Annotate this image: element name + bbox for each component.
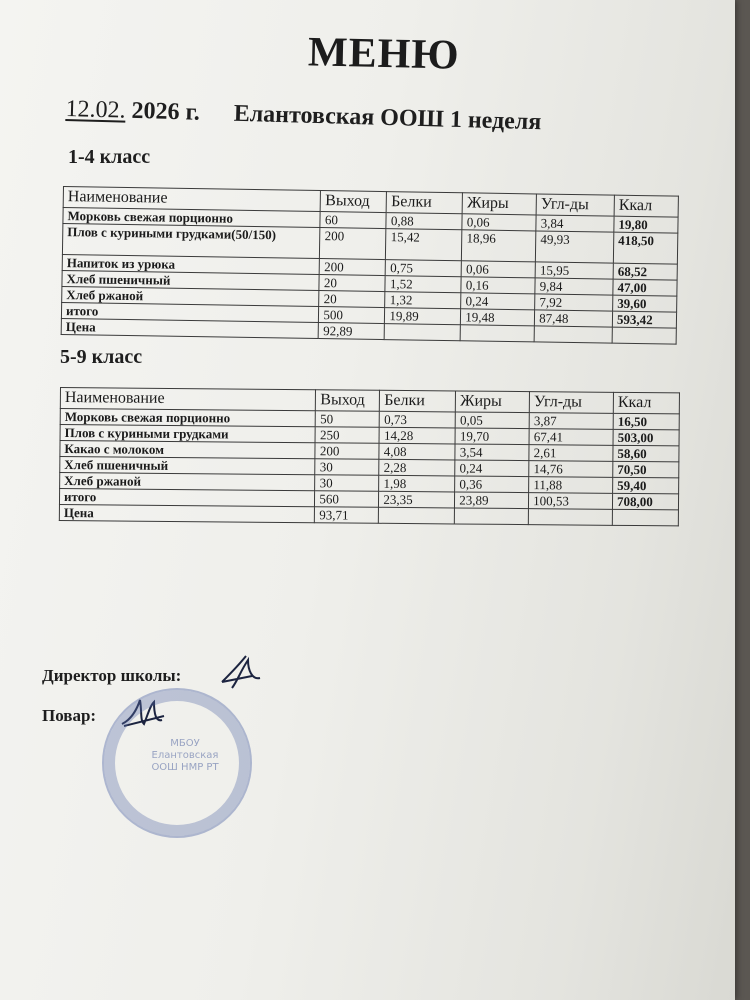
col-kcal: Ккал [614,195,678,217]
dish-fat: 0,24 [461,293,535,310]
col-name: Наименование [60,388,316,411]
dish-carbs: 15,95 [535,262,613,279]
dish-protein: 0,88 [386,213,462,230]
total-kcal: 708,00 [612,493,678,510]
total-carbs: 87,48 [535,310,613,327]
dish-carbs: 7,92 [535,294,613,311]
dish-carbs: 3,87 [529,413,613,430]
dish-output: 20 [319,275,385,292]
dish-output: 50 [316,411,380,428]
director-signature [218,652,262,694]
col-kcal: Ккал [613,392,679,414]
dish-protein: 1,52 [385,276,461,293]
col-carbs: Угл-ды [536,194,614,216]
dish-kcal: 59,40 [613,477,679,494]
col-name: Наименование [63,187,321,212]
menu-table-5-9 [59,387,680,526]
dish-fat: 18,96 [462,230,536,262]
dish-kcal: 47,00 [613,279,677,296]
dish-name: Хлеб ржаной [62,286,320,306]
dish-name: Какао с молоком [60,441,316,459]
dish-protein: 1,98 [379,475,455,492]
dish-output: 200 [315,443,379,460]
dish-name: Напиток из урюка [62,254,320,274]
total-label: итого [59,489,315,507]
col-carbs: Угл-ды [529,392,613,414]
section-label-5-9: 5-9 класс [60,346,143,368]
dish-protein: 4,08 [379,443,455,460]
dish-kcal: 16,50 [613,413,679,430]
stamp-text: МБОУ Елантовская ООШ НМР РТ [151,738,219,773]
total-protein: 23,35 [379,491,455,508]
dish-protein: 15,42 [386,229,462,261]
total-carbs: 100,53 [529,493,613,510]
price-value: 93,71 [315,507,379,524]
col-output: Выход [321,191,387,213]
dish-carbs: 67,41 [529,429,613,446]
dish-protein: 2,28 [379,459,455,476]
dish-fat: 0,16 [461,277,535,294]
dish-kcal: 58,60 [613,445,679,462]
dish-fat: 3,54 [455,444,529,461]
dish-output: 200 [320,259,386,276]
total-fat: 23,89 [455,492,529,509]
dish-name: Морковь свежая порционно [63,208,321,228]
dish-carbs: 9,84 [535,278,613,295]
col-output: Выход [316,390,380,412]
dish-name: Хлеб пшеничный [60,457,316,475]
total-fat: 19,48 [461,309,535,326]
total-output: 560 [315,491,379,508]
total-label: итого [61,302,319,322]
dish-name: Плов с куриными грудками [60,425,316,443]
price-label: Цена [61,318,319,338]
dish-kcal: 418,50 [613,232,677,264]
dish-protein: 0,75 [386,260,462,277]
dish-name: Хлеб ржаной [60,473,316,491]
dish-kcal: 39,60 [613,295,677,312]
dish-output: 20 [319,291,385,308]
dish-kcal: 503,00 [613,429,679,446]
total-kcal: 593,42 [612,311,676,328]
dish-output: 250 [315,427,379,444]
menu-year: 2026 г. [131,97,201,126]
page-title: МЕНЮ [307,29,461,79]
dish-carbs: 49,93 [536,231,614,263]
date-line [65,96,541,136]
dish-fat: 0,06 [461,261,535,278]
total-output: 500 [319,307,385,324]
dish-name: Хлеб пшеничный [62,270,320,290]
price-label: Цена [59,504,315,522]
director-label: Директор школы: [42,666,182,685]
price-value: 92,89 [319,323,385,340]
dish-fat: 0,24 [455,460,529,477]
dish-carbs: 14,76 [529,461,613,478]
dish-kcal: 19,80 [614,216,678,233]
dish-output: 30 [315,475,379,492]
dish-carbs: 2,61 [529,445,613,462]
dish-carbs: 11,88 [529,477,613,494]
menu-date: 12.02. [65,96,126,124]
col-fat: Жиры [456,391,530,413]
dish-fat: 0,05 [455,412,529,429]
dish-output: 60 [320,212,386,229]
section-label-1-4: 1-4 класс [68,146,151,168]
dish-protein: 0,73 [380,411,456,428]
dish-carbs: 3,84 [536,215,614,232]
col-fat: Жиры [462,193,536,215]
dish-fat: 19,70 [455,428,529,445]
col-protein: Белки [387,192,463,214]
col-protein: Белки [380,390,456,412]
dish-name: Морковь свежая порционно [60,409,316,427]
dish-output: 200 [320,228,386,260]
dish-protein: 1,32 [385,292,461,309]
school-name: Елантовская ООШ 1 неделя [233,100,542,136]
dish-kcal: 68,52 [613,263,677,280]
dish-fat: 0,06 [462,214,536,231]
menu-table-1-4 [61,186,679,345]
dish-protein: 14,28 [379,427,455,444]
dish-name: Плов с куриными грудками(50/150) [62,224,320,259]
cook-label: Повар: [42,706,97,725]
dish-kcal: 70,50 [613,461,679,478]
total-protein: 19,89 [385,308,461,325]
dish-output: 30 [315,459,379,476]
dish-fat: 0,36 [455,476,529,493]
